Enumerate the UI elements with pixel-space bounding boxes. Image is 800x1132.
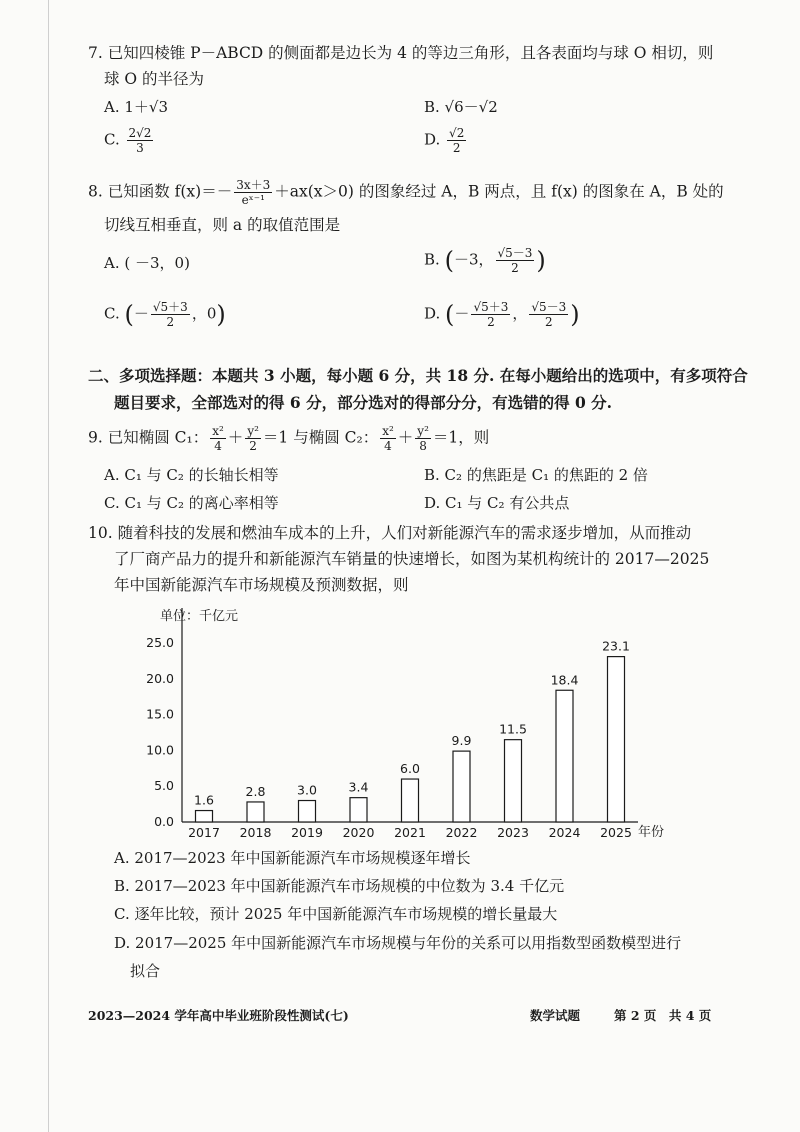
q7-option-d-fraction — [447, 126, 466, 155]
q7-option-d-num: √2 — [449, 126, 465, 140]
q8-option-d-den2: 2 — [545, 315, 553, 329]
chart-data-label: 3.0 — [297, 782, 317, 798]
q7-option-c-num: 2√2 — [128, 126, 152, 140]
q8-option-c-rest: ，0 — [191, 304, 217, 323]
chart-data-label: 23.1 — [602, 638, 630, 654]
q7-option-c[interactable] — [104, 126, 155, 155]
market-size-bar-chart — [0, 600, 800, 845]
q8-option-d-num1: √5＋3 — [473, 300, 509, 314]
q7-stem-line2: 球 O 的半径为 — [104, 70, 205, 88]
q9-stem-pre: 9. 已知椭圆 C₁： — [88, 428, 209, 447]
q9-option-c[interactable]: C. C₁ 与 C₂ 的离心率相等 — [104, 494, 279, 512]
q8-option-b[interactable] — [424, 246, 546, 275]
chart-x-tick-label: 2020 — [342, 825, 375, 840]
chart-data-label: 11.5 — [499, 721, 527, 737]
q9-fraction4-num: y² — [417, 424, 429, 438]
q9-plus1: ＋ — [227, 428, 244, 447]
q8-option-b-label: B. — [424, 250, 440, 269]
q8-option-b-den: 2 — [511, 261, 519, 275]
q9-fraction4-den: 8 — [419, 439, 427, 453]
chart-data-label: 9.9 — [451, 733, 472, 749]
q8-option-b-open-paren: ( — [444, 246, 454, 275]
q10-option-b[interactable]: B. 2017—2023 年中国新能源汽车市场规模的中位数为 3.4 千亿元 — [114, 877, 565, 895]
chart-x-axis-label: 年份 — [638, 825, 665, 840]
chart-bar-2023 — [505, 740, 522, 822]
q10-option-a[interactable]: A. 2017—2023 年中国新能源汽车市场规模逐年增长 — [114, 849, 471, 867]
chart-x-tick-label: 2025 — [600, 825, 632, 840]
q7-option-c-label: C. — [104, 130, 120, 149]
q9-fraction1 — [210, 424, 226, 453]
q10-option-d-line1[interactable]: D. 2017—2025 年中国新能源汽车市场规模与年份的关系可以用指数型函数模型进行 — [114, 934, 682, 952]
footer-page-number: 第 2 页 共 4 页 — [614, 1008, 712, 1023]
chart-bar-2021 — [402, 779, 419, 822]
q8-option-c-den: 2 — [166, 315, 175, 329]
chart-bar-2017 — [196, 811, 213, 822]
q8-option-d-fraction2 — [529, 300, 568, 329]
q7-option-d-label: D. — [424, 130, 441, 149]
q8-option-c-open-paren: ( — [124, 300, 134, 329]
chart-bar-2018 — [247, 802, 264, 822]
q10-stem-line2: 了厂商产品力的提升和新能源汽车销量的快速增长，如图为某机构统计的 2017—2025 — [114, 550, 710, 568]
q7-option-b[interactable]: B. √6－√2 — [424, 98, 498, 116]
q7-option-a[interactable]: A. 1＋√3 — [104, 98, 169, 116]
chart-bar-2024 — [556, 690, 573, 822]
q8-option-b-fraction — [496, 246, 535, 275]
chart-data-label: 18.4 — [550, 672, 579, 688]
chart-x-tick-label: 2024 — [548, 825, 581, 840]
chart-unit-label: 单位：千亿元 — [160, 609, 239, 624]
q8-option-d-den1: 2 — [487, 315, 495, 329]
q7-option-d[interactable] — [424, 126, 468, 155]
q9-fraction3 — [380, 424, 396, 453]
q8-option-d[interactable] — [424, 300, 580, 329]
chart-data-label: 3.4 — [348, 779, 369, 795]
q10-option-c[interactable]: C. 逐年比较，预计 2025 年中国新能源汽车市场规模的增长量最大 — [114, 905, 558, 923]
chart-y-tick-label: 0.0 — [154, 814, 174, 829]
q9-stem-mid: ＝1 与椭圆 C₂： — [262, 428, 379, 447]
q8-option-d-num2: √5－3 — [531, 300, 567, 314]
q8-fraction-den: eˣ⁻¹ — [241, 193, 265, 207]
q8-option-b-close-paren: ) — [536, 246, 546, 275]
q9-fraction2-den: 2 — [249, 439, 257, 453]
chart-x-tick-label: 2022 — [445, 825, 478, 840]
q8-stem-pre: 8. 已知函数 f(x)＝－ — [88, 182, 233, 201]
q9-fraction2-num: y² — [247, 424, 259, 438]
q9-fraction3-den: 4 — [384, 439, 392, 453]
q7-stem-line1: 7. 已知四棱锥 P－ABCD 的侧面都是边长为 4 的等边三角形，且各表面均与球 O 相切，则 — [88, 44, 714, 62]
q7-option-c-fraction — [127, 126, 154, 155]
q9-option-d[interactable]: D. C₁ 与 C₂ 有公共点 — [424, 494, 570, 512]
q8-option-d-close-paren: ) — [570, 300, 580, 329]
q8-option-b-num: √5－3 — [497, 246, 533, 260]
q10-option-d-line2[interactable]: 拟合 — [130, 962, 161, 980]
chart-data-label: 1.6 — [194, 792, 214, 808]
q9-fraction2 — [245, 424, 261, 453]
q8-option-c[interactable] — [104, 300, 226, 329]
chart-y-tick-label: 10.0 — [146, 742, 174, 758]
footer-subject: 数学试题 — [530, 1008, 581, 1023]
q9-option-b[interactable]: B. C₂ 的焦距是 C₁ 的焦距的 2 倍 — [424, 466, 648, 484]
q9-fraction1-num: x² — [212, 424, 224, 438]
chart-x-tick-label: 2019 — [291, 825, 323, 840]
q8-option-c-close-paren: ) — [216, 300, 226, 329]
q9-fraction1-den: 4 — [214, 439, 222, 453]
chart-bar-2019 — [299, 801, 316, 822]
q8-stem-line1 — [88, 178, 724, 207]
footer-exam-title: 2023—2024 学年高中毕业班阶段性测试(七) — [88, 1008, 349, 1023]
q8-fraction-num: 3x＋3 — [236, 178, 271, 192]
q8-option-d-comma: ， — [512, 304, 528, 323]
section2-heading-line2: 题目要求，全部选对的得 6 分，部分选对的得部分分，有选错的得 0 分. — [114, 393, 613, 412]
chart-y-tick-label: 25.0 — [146, 635, 174, 650]
chart-y-tick-label: 5.0 — [154, 778, 174, 794]
chart-bar-2020 — [350, 798, 367, 822]
chart-x-tick-label: 2017 — [188, 825, 220, 840]
chart-y-tick-label: 15.0 — [146, 706, 174, 722]
chart-x-tick-label: 2021 — [394, 825, 426, 840]
binding-margin-line — [48, 0, 49, 1132]
chart-bar-2022 — [453, 751, 470, 822]
chart-data-label: 2.8 — [245, 783, 266, 799]
q8-stem-post: ＋ax(x＞0) 的图象经过 A，B 两点，且 f(x) 的图象在 A，B 处的 — [274, 182, 724, 201]
q8-option-c-label: C. — [104, 304, 120, 323]
chart-y-tick-label: 20.0 — [146, 670, 174, 686]
q9-option-a[interactable]: A. C₁ 与 C₂ 的长轴长相等 — [104, 466, 279, 484]
q9-fraction3-num: x² — [382, 424, 394, 438]
q8-option-c-minus: － — [133, 304, 149, 323]
q8-option-b-first: －3， — [453, 250, 494, 269]
q8-option-c-fraction — [151, 300, 190, 329]
chart-data-label: 6.0 — [400, 761, 420, 777]
q8-stem-line2: 切线互相垂直，则 a 的取值范围是 — [104, 216, 341, 234]
q8-option-d-open-paren: ( — [445, 300, 455, 329]
q8-option-c-num: √5＋3 — [152, 300, 188, 314]
chart-bar-2025 — [608, 657, 625, 822]
q10-stem-line1: 10. 随着科技的发展和燃油车成本的上升，人们对新能源汽车的需求逐步增加，从而推动 — [88, 524, 692, 542]
q9-stem — [88, 424, 489, 453]
chart-x-tick-label: 2018 — [239, 825, 272, 840]
section2-heading-line1: 二、多项选择题：本题共 3 小题，每小题 6 分，共 18 分. 在每小题给出的选项中，有多项符合 — [88, 366, 748, 385]
q10-stem-line3: 年中国新能源汽车市场规模及预测数据，则 — [114, 576, 409, 594]
q9-stem-post: ＝1，则 — [432, 428, 490, 447]
q8-option-d-minus: － — [454, 304, 470, 323]
q7-option-c-den: 3 — [136, 141, 144, 155]
q9-fraction4 — [415, 424, 431, 453]
q9-plus2: ＋ — [397, 428, 414, 447]
chart-x-tick-label: 2023 — [497, 825, 529, 840]
q8-option-a[interactable]: A. ( －3，0) — [104, 254, 190, 272]
q8-stem-fraction — [234, 178, 272, 207]
q8-option-d-label: D. — [424, 304, 441, 323]
q7-option-d-den: 2 — [452, 141, 461, 155]
q8-option-d-fraction1 — [471, 300, 510, 329]
